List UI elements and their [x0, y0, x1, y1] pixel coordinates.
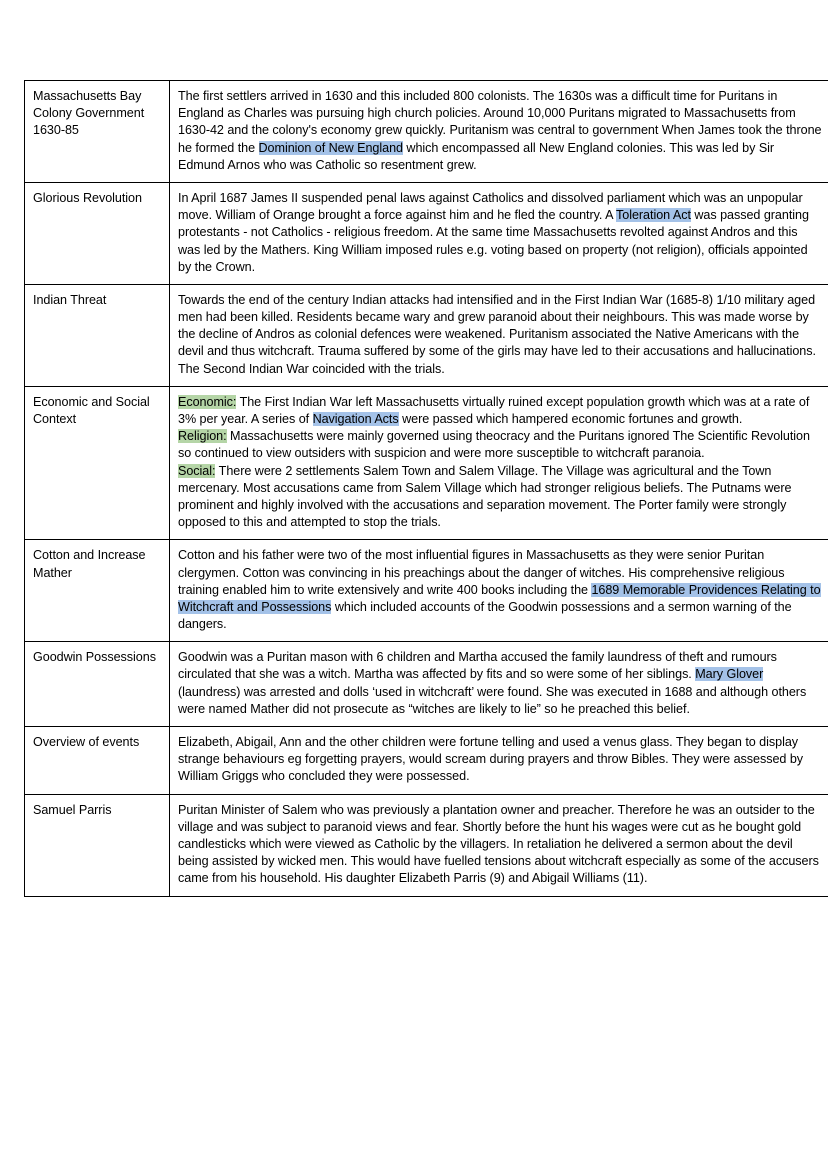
detail-cell: [170, 386, 828, 540]
topic-label: Massachusetts Bay Colony Government 1630-85: [33, 89, 145, 138]
detail-text: Goodwin was a Puritan mason with 6 children and Martha accused the family laundress of theft and rumours circulated that she was a witch. Martha was affected by fits and so were some of her siblings.: [178, 650, 777, 682]
highlight-green: Economic:: [178, 394, 237, 409]
detail-text: There were 2 settlements Salem Town and Salem Village. The Village was agricultural and the Town mercenary. Most accusations came from Salem Village which had stronger religious beliefs. The Putnams were prominent and highly involved with the accusations and separation movement. The Porter family were strongly opposed to this and attempted to stop the trials.: [178, 463, 792, 530]
topic-label: Indian Threat: [33, 292, 107, 307]
topic-cell: [25, 727, 170, 795]
table-row: [25, 540, 828, 642]
detail-paragraph: [178, 649, 823, 718]
detail-text: Massachusetts were mainly governed using theocracy and the Puritans ignored The Scientific Revolution so continued to view outsiders with suspicion and were more susceptible to witchcraft paranoia.: [178, 429, 810, 461]
detail-text: which included accounts of the Goodwin possessions and a sermon warning of the dangers.: [178, 599, 792, 632]
notes-table: [24, 80, 828, 897]
detail-cell: [170, 727, 828, 795]
topic-cell: [25, 540, 170, 642]
detail-paragraph: [178, 292, 823, 378]
detail-cell: [170, 642, 828, 727]
detail-cell: [170, 540, 828, 642]
detail-text: In April 1687 James II suspended penal laws against Catholics and dissolved parliament which was an unpopular move. William of Orange brought a force against him and he fled the country. A: [178, 190, 803, 223]
detail-cell: [170, 182, 828, 284]
topic-cell: [25, 284, 170, 386]
topic-cell: [25, 642, 170, 727]
detail-text: (laundress) was arrested and dolls ‘used in witchcraft’ were found. She was executed in 1688 and although others were named Mather did not prosecute as “witches are likely to lie” so he preached this belief.: [178, 684, 807, 716]
topic-label: Economic and Social Context: [33, 394, 150, 426]
topic-cell: [25, 81, 170, 183]
table-row: [25, 81, 828, 183]
detail-text: The First Indian War left Massachusetts virtually ruined except population growth which was at a rate of 3% per year. A series of: [178, 394, 810, 426]
detail-text: Cotton and his father were two of the most influential figures in Massachusetts as they were senior Puritan clergymen. Cotton was convincing in his preachings about the danger of witches. His comprehensive religious training enabled him to write extensively and write 400 books including the: [178, 548, 785, 597]
detail-paragraph: [178, 88, 823, 174]
highlight-blue: 1689 Memorable Providences Relating to Witchcraft and Possessions: [178, 582, 821, 614]
highlight-blue: Toleration Act: [616, 208, 691, 223]
highlight-green: Religion:: [178, 429, 227, 444]
detail-text: Puritan Minister of Salem who was previously a plantation owner and preacher. Therefore he was an outsider to the village and was subject to paranoid views and fear. Shortly before the hunt his wages were cut as he bought gold candlesticks which were viewed as Catholic by the villagers. In retaliation he delivered a sermon about the devil being assisted by wicked men. This would have fuelled tensions about witchcraft especially as some of the accusers came from his household. His daughter Elizabeth Parris (9) and Abigail Williams (11).: [178, 802, 819, 886]
topic-cell: [25, 182, 170, 284]
detail-text: were passed which hampered economic fortunes and growth.: [398, 412, 743, 426]
highlight-blue: Navigation Acts: [312, 412, 399, 426]
table-row: [25, 642, 828, 727]
detail-cell: [170, 284, 828, 386]
table-body: [25, 81, 828, 897]
detail-paragraph: [178, 547, 823, 633]
table-row: [25, 727, 828, 795]
detail-paragraph: [178, 394, 823, 532]
table-row: [25, 386, 828, 540]
detail-paragraph: [178, 734, 823, 786]
highlight-green: Social:: [178, 463, 216, 478]
highlight-blue: Mary Glover: [695, 667, 764, 682]
detail-paragraph: [178, 190, 823, 276]
topic-label: Samuel Parris: [33, 802, 112, 817]
detail-text: The first settlers arrived in 1630 and this included 800 colonists. The 1630s was a difficult time for Puritans in England as Charles was pursuing high church policies. Around 10,000 Puritans migrated to Massachusetts from 1630-42 and the colony's economy grew quickly. Puritanism was central to government When James took the throne he formed the: [178, 89, 822, 155]
topic-label: Goodwin Possessions: [33, 650, 156, 665]
table-row: [25, 284, 828, 386]
highlight-blue: Dominion of New England: [258, 140, 403, 155]
detail-text: Towards the end of the century Indian attacks had intensified and in the First Indian War (1685-8) 1/10 military aged men had been killed. Residents became wary and grew paranoid about their neighbours. This was made worse by the decline of Andros as colonial defences were weakened. Puritanism associated the Native Americans with the devil and thus witchcraft. Trauma suffered by some of the girls may have led to their accusations and hallucinations. The Second Indian War coincided with the trials.: [178, 292, 816, 376]
topic-label: Glorious Revolution: [33, 190, 142, 205]
table-row: [25, 794, 828, 896]
topic-cell: [25, 386, 170, 540]
detail-cell: [170, 794, 828, 896]
topic-cell: [25, 794, 170, 896]
detail-paragraph: [178, 802, 823, 888]
topic-label: Overview of events: [33, 735, 140, 749]
detail-cell: [170, 81, 828, 183]
topic-label: Cotton and Increase Mather: [33, 548, 146, 580]
table-row: [25, 182, 828, 284]
detail-text: which encompassed all New England colonies. This was led by Sir Edmund Arnos who was Catholic so resentment grew.: [178, 140, 775, 172]
detail-text: was passed granting protestants - not Catholics - religious freedom. At the same time Massachusetts revolted against Andros and this was led by the Mathers. King William imposed rules e.g. voting based on property (not religion), officials appointed by the Crown.: [178, 208, 809, 274]
detail-text: Elizabeth, Abigail, Ann and the other children were fortune telling and used a venus glass. They began to display strange behaviours eg forgetting prayers, would scream during prayers and throw Bibles. They were assessed by William Griggs who concluded they were possessed.: [178, 735, 804, 784]
